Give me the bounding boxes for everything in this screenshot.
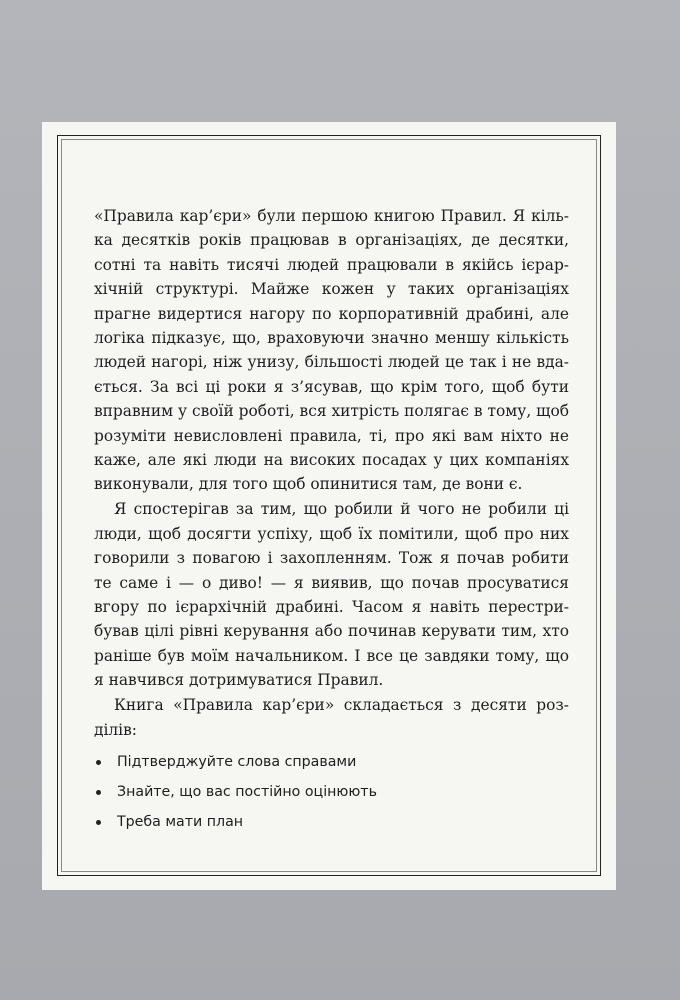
bullet-icon [96, 820, 101, 825]
bullet-icon [96, 760, 101, 765]
list-item-text: Треба мати план [117, 813, 244, 830]
page-card [42, 122, 616, 890]
list-item [94, 777, 569, 807]
list-item-text: Знайте, що вас постійно оцінюють [117, 783, 377, 800]
paragraph-2: Я спостерігав за тим, що робили й чого не робили ці люди, щоб досягти успіху, щоб їх помітили, щоб про них говорили з повагою і захопленням. Тож я почав робити те саме і — о диво! — я виявив, що почав просуватися вгору по ієрархічній драбині. Часом я навіть перестрибував цілі рівні керування або починав керувати тим, хто раніше був моїм начальником. І все це завдяки тому, що я навчився дотримуватися Правил. [94, 500, 569, 690]
bullet-icon [96, 790, 101, 795]
list-item [94, 747, 569, 777]
paragraph-1: «Правила кар’єри» були першою книгою Правил. Я кілька десятків років працював в організаціях, де десятки, сотні та навіть тисячі людей працювали в якійсь ієрархічній структурі. Майже кожен у таких організаціях прагне видертися нагору по корпоративній драбині, але логіка підказує, що, враховуючи значно меншу кількість людей нагорі, ніж унизу, більшості людей це так і не вдається. За всі ці роки я з’ясував, що крім того, щоб бути вправним у своїй роботі, вся хитрість полягає в тому, щоб розуміти невисловлені правила, ті, про які вам ніхто не каже, але які люди на високих посадах у цих компаніях виконували, для того щоб опинитися там, де вони є. [94, 207, 569, 494]
text-block [94, 204, 569, 837]
chapter-list [94, 747, 569, 837]
paragraph-3: Книга «Правила кар’єри» складається з десяти розділів: [94, 696, 569, 739]
list-item-text: Підтверджуйте слова справами [117, 753, 357, 770]
list-item [94, 807, 569, 837]
